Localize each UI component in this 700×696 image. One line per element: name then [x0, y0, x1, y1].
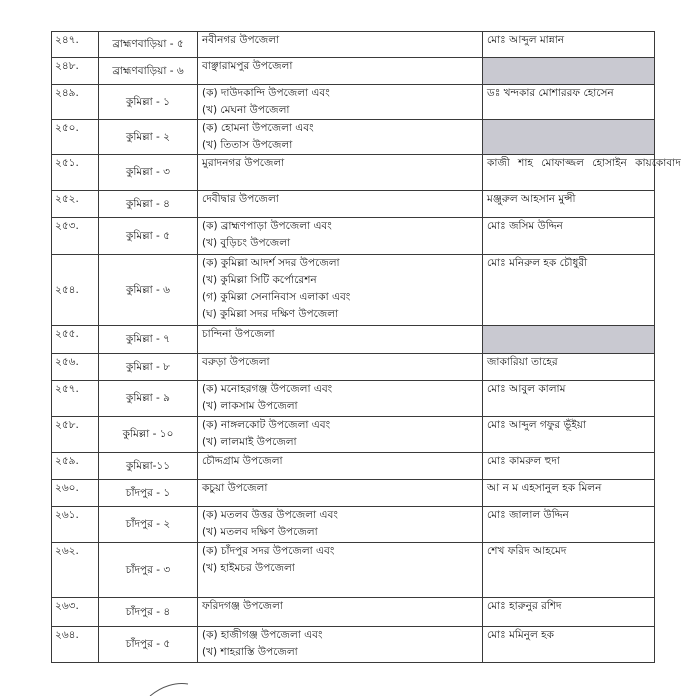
area-cell [198, 507, 483, 543]
candidate-name: মোঃ আব্দুল গফুর ভূঁইয়া [483, 417, 655, 453]
area-line: বরুড়া উপজেলা [202, 356, 270, 368]
table-row [52, 218, 655, 255]
row-number: ২৪৮. [52, 58, 99, 85]
candidate-name: মোঃ আব্দুল মান্নান [483, 32, 655, 58]
area-cell [198, 480, 483, 507]
table-row [52, 543, 655, 598]
candidate-name: মঞ্জুরুল আহসান মুন্সী [483, 191, 655, 218]
constituency-table [51, 31, 681, 663]
row-number [52, 255, 99, 326]
area-line: (ক) দাউদকান্দি উপজেলা এবং [202, 87, 330, 99]
area-line: (খ) হাইমচর উপজেলা [202, 562, 295, 574]
table-row [52, 191, 655, 218]
area-line: কচুয়া উপজেলা [202, 482, 268, 494]
candidate-name: মোঃ মমিনুল হক [483, 627, 655, 663]
seat-name: কুমিল্লা - ৬ [99, 255, 198, 326]
area-line: বাঞ্ছারামপুর উপজেলা [202, 60, 293, 72]
area-line: (ক) চাঁদপুর সদর উপজেলা এবং [202, 545, 335, 557]
row-number: ২৬০. [52, 480, 99, 507]
table-row [52, 85, 655, 120]
area-cell [198, 255, 483, 326]
row-number: ২৫৮. [52, 417, 99, 453]
seat-name: কুমিল্লা - ৩ [99, 155, 198, 191]
candidate-name: মোঃ মনিরুল হক চৌধুরী [483, 255, 655, 326]
area-line: (ক) ব্রাহ্মণপাড়া উপজেলা এবং [202, 220, 332, 232]
candidate-name: ডঃ খন্দকার মোশাররফ হোসেন [483, 85, 655, 120]
area-line: (ক) নাঙ্গলকোট উপজেলা এবং [202, 419, 331, 431]
area-cell [198, 32, 483, 58]
area-line: (খ) মেঘনা উপজেলা [202, 104, 290, 116]
area-line: দেবীদ্বার উপজেলা [202, 193, 279, 205]
area-cell [198, 85, 483, 120]
area-cell [198, 354, 483, 381]
row-number: ২৫৬. [52, 354, 99, 381]
area-cell [198, 627, 483, 663]
row-number: ২৪৭. [52, 32, 99, 58]
area-line: (ক) হাজীগঞ্জ উপজেলা এবং [202, 629, 323, 641]
row-number: ২৬৩. [52, 598, 99, 627]
seat-name: কুমিল্লা - ৫ [99, 218, 198, 255]
row-number: ২৪৯. [52, 85, 99, 120]
area-line: নবীনগর উপজেলা [202, 34, 280, 46]
area-line: (ক) হোমনা উপজেলা এবং [202, 122, 314, 134]
candidate-name: মোঃ আবুল কালাম [483, 381, 655, 417]
table-row [52, 453, 655, 480]
row-number: ২৫৭. [52, 381, 99, 417]
area-line: (খ) লালমাই উপজেলা [202, 436, 297, 448]
seat-name: চাঁদপুর - ২ [99, 507, 198, 543]
row-number: ২৫৯. [52, 453, 99, 480]
table-row [52, 354, 655, 381]
seat-name: কুমিল্লা - ২ [99, 120, 198, 155]
row-number: ২৫০. [52, 120, 99, 155]
area-line: (খ) মতলব দক্ষিণ উপজেলা [202, 526, 318, 538]
row-number: ২৫৩. [52, 218, 99, 255]
row-number-text: ২৫৪. [55, 283, 79, 296]
area-line: (খ) লাকসাম উপজেলা [202, 400, 298, 412]
area-cell [198, 326, 483, 354]
row-number: ২৬২. [52, 543, 99, 598]
row-number: ২৫১. [52, 155, 99, 191]
area-line: মুরাদনগর উপজেলা [202, 157, 285, 169]
area-line: ফরিদগঞ্জ উপজেলা [202, 600, 283, 612]
area-cell [198, 218, 483, 255]
table-row [52, 155, 655, 191]
area-cell [198, 598, 483, 627]
table-row [52, 32, 655, 58]
seat-name: চাঁদপুর - ৩ [99, 543, 198, 598]
area-line: (ক) মনোহরগঞ্জ উপজেলা এবং [202, 383, 333, 395]
candidate-name: আ ন ম এহসানুল হক মিলন [483, 480, 655, 507]
table-row [52, 255, 655, 326]
seat-name: কুমিল্লা - ১ [99, 85, 198, 120]
area-line: (খ) তিতাস উপজেলা [202, 139, 293, 151]
seat-name: চাঁদপুর - ১ [99, 480, 198, 507]
area-cell [198, 58, 483, 85]
candidate-vacant-cell [483, 326, 655, 354]
table-row [52, 326, 655, 354]
table-row [52, 120, 655, 155]
table-row [52, 598, 655, 627]
seat-name: কুমিল্লা - ৮ [99, 354, 198, 381]
row-number: ২৬১. [52, 507, 99, 543]
candidate-vacant-cell [483, 58, 655, 85]
area-line: (ক) মতলব উত্তর উপজেলা এবং [202, 509, 338, 521]
seat-name: কুমিল্লা - ৪ [99, 191, 198, 218]
row-number: ২৬৪. [52, 627, 99, 663]
area-line: (গ) কুমিল্লা সেনানিবাস এলাকা এবং [202, 291, 351, 303]
candidate-name: শেখ ফরিদ আহমেদ [483, 543, 655, 598]
area-line: চান্দিনা উপজেলা [202, 328, 275, 340]
candidate-name: কাজী শাহ মোফাজ্জল হোসাইন কায়কোবাদ [483, 155, 655, 191]
area-line: (ক) কুমিল্লা আদর্শ সদর উপজেলা [202, 257, 340, 269]
area-cell [198, 120, 483, 155]
seat-name: কুমিল্লা - ৭ [99, 326, 198, 354]
pen-stroke-mark [0, 676, 700, 696]
seat-name: কুমিল্লা-১১ [99, 453, 198, 480]
candidate-vacant-cell [483, 120, 655, 155]
seat-name: কুমিল্লা - ৯ [99, 381, 198, 417]
row-number: ২৫২. [52, 191, 99, 218]
seat-name: ব্রাহ্মণবাড়িয়া - ৫ [99, 32, 198, 58]
candidate-name: মোঃ কামরুল হুদা [483, 453, 655, 480]
area-cell [198, 543, 483, 598]
area-line: চৌদ্দগ্রাম উপজেলা [202, 455, 283, 467]
seat-name: ব্রাহ্মণবাড়িয়া - ৬ [99, 58, 198, 85]
area-cell [198, 417, 483, 453]
area-line: (খ) শাহরাস্তি উপজেলা [202, 646, 298, 658]
area-line: (খ) কুমিল্লা সিটি কর্পোরেশন [202, 274, 317, 286]
candidate-name: জাকারিয়া তাহের [483, 354, 655, 381]
seat-name: চাঁদপুর - ৫ [99, 627, 198, 663]
area-cell [198, 155, 483, 191]
area-line: (খ) বুড়িচং উপজেলা [202, 237, 291, 249]
seat-name: চাঁদপুর - ৪ [99, 598, 198, 627]
candidate-name: মোঃ হারুনুর রশিদ [483, 598, 655, 627]
table-row [52, 627, 655, 663]
seat-name: কুমিল্লা - ১০ [99, 417, 198, 453]
area-cell [198, 381, 483, 417]
table-row [52, 58, 655, 85]
area-cell [198, 191, 483, 218]
area-line: (ঘ) কুমিল্লা সদর দক্ষিণ উপজেলা [202, 308, 339, 320]
row-number: ২৫৫. [52, 326, 99, 354]
candidate-name: মোঃ জসিম উদ্দিন [483, 218, 655, 255]
table-row [52, 480, 655, 507]
candidate-name: মোঃ জালাল উদ্দিন [483, 507, 655, 543]
area-cell [198, 453, 483, 480]
table-row [52, 507, 655, 543]
table-row [52, 381, 655, 417]
table-row [52, 417, 655, 453]
